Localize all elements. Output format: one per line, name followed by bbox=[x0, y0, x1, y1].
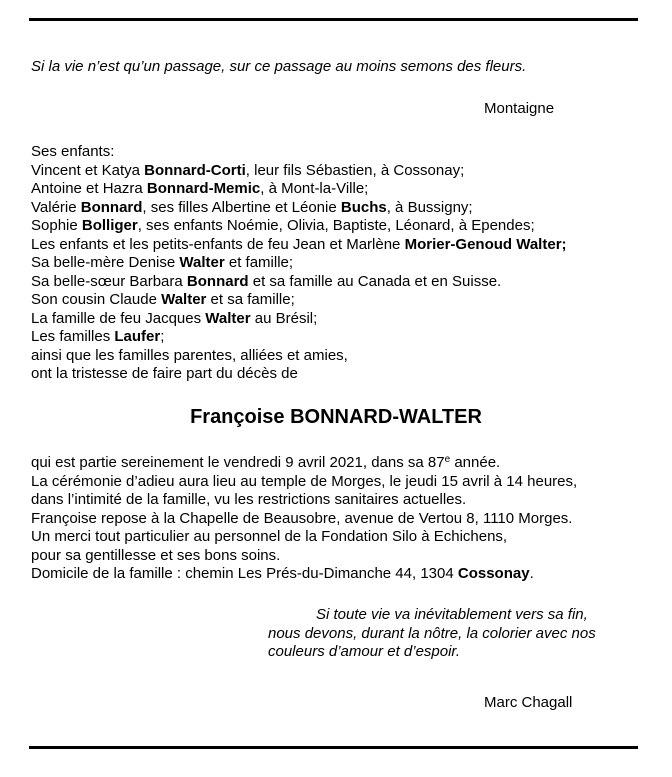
family-line: Valérie Bonnard, ses filles Albertine et Léonie Buchs, à Bussigny; bbox=[31, 198, 473, 216]
details-line: La cérémonie d’adieu aura lieu au temple de Morges, le jeudi 15 avril à 14 heures, bbox=[31, 472, 578, 490]
details-line: Françoise repose à la Chapelle de Beausobre, avenue de Vertou 8, 1110 Morges. bbox=[31, 509, 573, 527]
family-closing: ont la tristesse de faire part du décès de bbox=[31, 365, 298, 382]
opening-quote: Si la vie n’est qu’un passage, sur ce passage au moins semons des fleurs. bbox=[31, 58, 527, 75]
details-line: dans l’intimité de la famille, vu les restrictions sanitaires actuelles. bbox=[31, 491, 467, 508]
domicile-line: Domicile de la famille : chemin Les Prés-du-Dimanche 44, 1304 Cossonay. bbox=[31, 565, 534, 582]
details-line: qui est partie sereinement le vendredi 9 avril 2021, dans sa 87e année. bbox=[31, 454, 501, 471]
opening-quote-author: Montaigne bbox=[484, 100, 555, 117]
family-line: Sa belle-sœur Barbara Bonnard et sa famille au Canada et en Suisse. bbox=[31, 272, 502, 290]
closing-quote bbox=[268, 606, 596, 662]
bottom-rule bbox=[29, 746, 638, 749]
family-line: Vincent et Katya Bonnard-Corti, leur fils Sébastien, à Cossonay; bbox=[31, 161, 465, 179]
closing-quote-line: couleurs d’amour et d’espoir. bbox=[268, 643, 461, 660]
family-line: Sophie Bolliger, ses enfants Noémie, Olivia, Baptiste, Léonard, à Ependes; bbox=[31, 217, 535, 234]
family-line: La famille de feu Jacques Walter au Brésil; bbox=[31, 309, 318, 327]
family-closing: ainsi que les familles parentes, alliées et amies, bbox=[31, 346, 348, 364]
top-rule bbox=[29, 18, 638, 21]
family-line: Antoine et Hazra Bonnard-Memic, à Mont-la-Ville; bbox=[31, 180, 369, 197]
closing-quote-line: nous devons, durant la nôtre, la colorier avec nos bbox=[268, 624, 596, 642]
family-line: Les enfants et les petits-enfants de feu Jean et Marlène Morier-Genoud Walter; bbox=[31, 235, 567, 253]
family-list bbox=[31, 143, 567, 384]
details-line: Un merci tout particulier au personnel de la Fondation Silo à Echichens, bbox=[31, 528, 508, 545]
deceased-name: Françoise BONNARD-WALTER bbox=[190, 406, 482, 428]
family-line: Les familles Laufer; bbox=[31, 328, 165, 345]
family-intro: Ses enfants: bbox=[31, 143, 115, 160]
family-line: Son cousin Claude Walter et sa famille; bbox=[31, 291, 295, 308]
funeral-details bbox=[31, 454, 577, 584]
family-line: Sa belle-mère Denise Walter et famille; bbox=[31, 254, 294, 271]
details-line: pour sa gentillesse et ses bons soins. bbox=[31, 546, 281, 564]
closing-quote-author: Marc Chagall bbox=[484, 694, 573, 711]
closing-quote-line: Si toute vie va inévitablement vers sa fin, bbox=[316, 606, 588, 623]
